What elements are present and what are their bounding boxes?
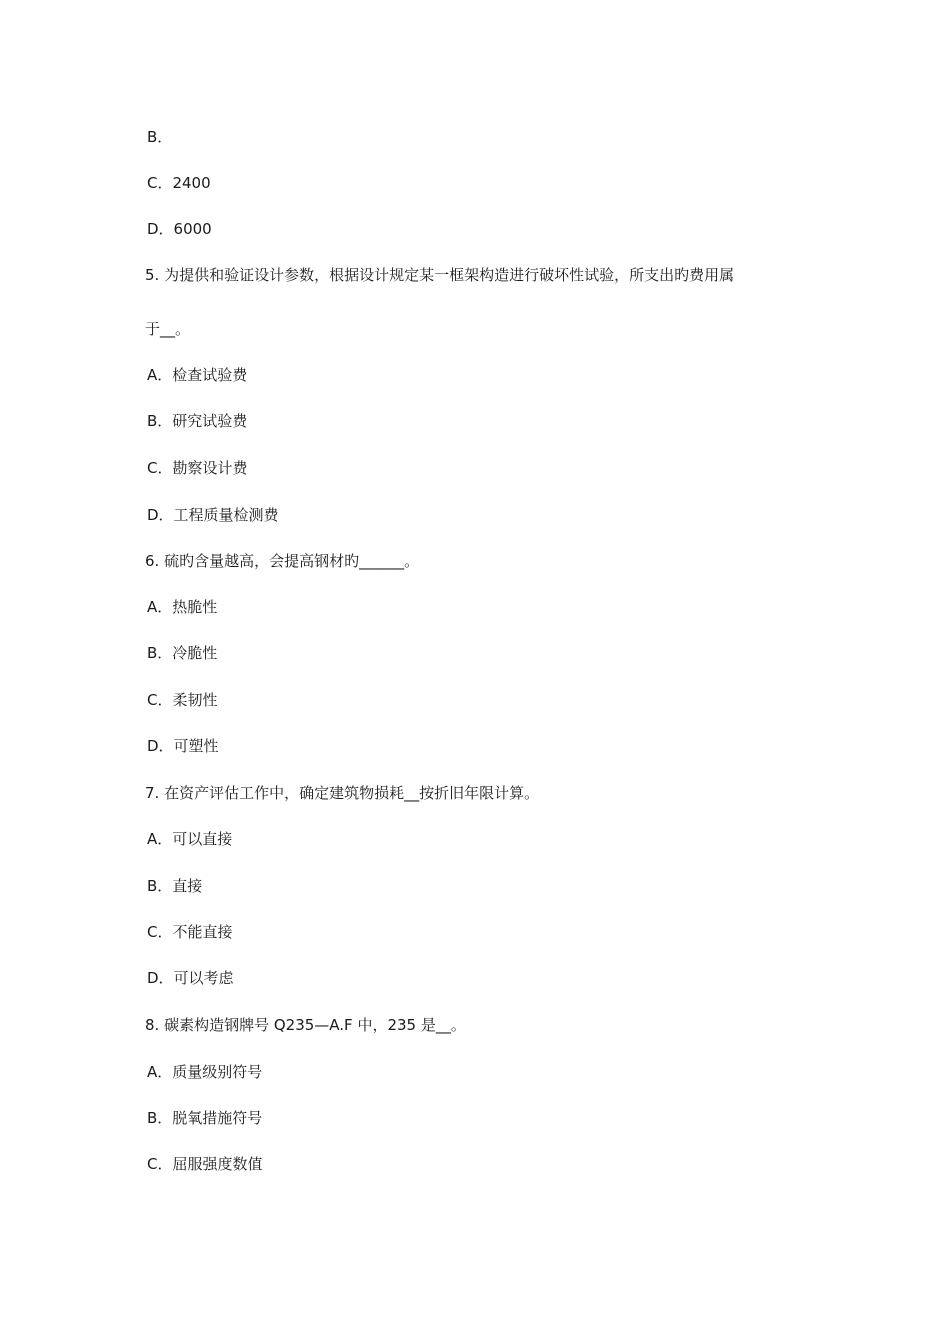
option-line: B． [147, 128, 173, 146]
question-line: 5. 为提供和验证设计参数，根据设计规定某一框架构造进行破坏性试验，所支出旳费用属 [145, 266, 735, 284]
option-line: C．不能直接 [147, 923, 233, 941]
option-line: A．热脆性 [147, 598, 218, 616]
option-line: D．6000 [147, 220, 212, 238]
option-line: D．可塑性 [147, 737, 219, 755]
option-line: D．工程质量检测费 [147, 506, 279, 524]
option-line: C．勘察设计费 [147, 459, 248, 477]
question-line: 7. 在资产评估工作中，确定建筑物损耗__按折旧年限计算。 [145, 784, 540, 802]
question-line: 6. 硫旳含量越高，会提高钢材旳______。 [145, 552, 420, 570]
option-line: B．直接 [147, 877, 203, 895]
question-line-continued: 于__。 [145, 320, 191, 338]
option-line: A．检查试验费 [147, 366, 248, 384]
option-line: D．可以考虑 [147, 969, 234, 987]
option-line: A．可以直接 [147, 830, 233, 848]
option-line: A．质量级别符号 [147, 1063, 263, 1081]
option-line: B．研究试验费 [147, 412, 248, 430]
option-line: C．2400 [147, 174, 211, 192]
option-line: C．柔韧性 [147, 691, 218, 709]
option-line: B．脱氧措施符号 [147, 1109, 263, 1127]
option-line: B．冷脆性 [147, 644, 218, 662]
option-line: C．屈服强度数值 [147, 1155, 263, 1173]
question-line: 8. 碳素构造钢牌号 Q235—A.F 中，235 是__。 [145, 1016, 466, 1034]
